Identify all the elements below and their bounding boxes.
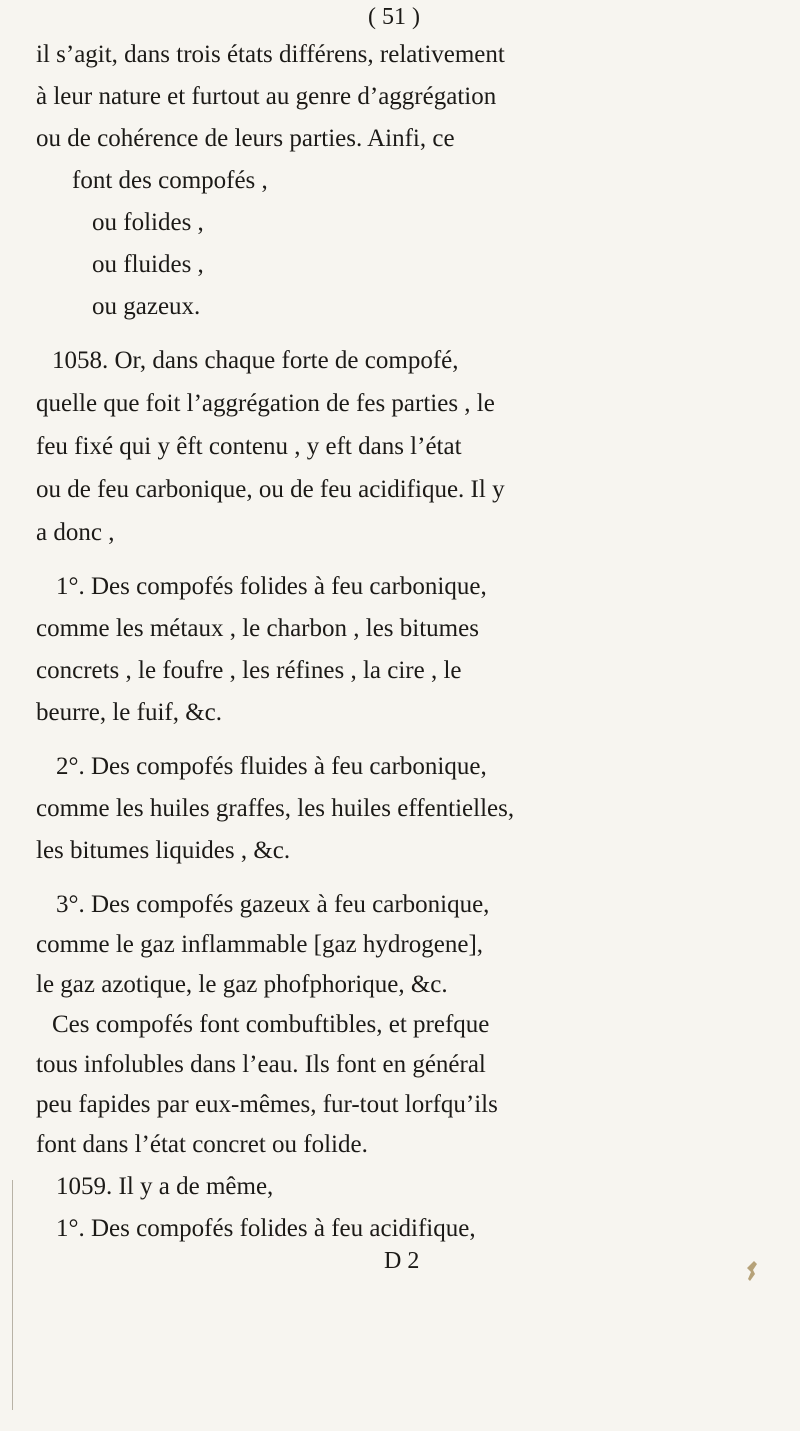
text-line: peu fapides par eux-mêmes, fur-tout lorfqu’ils — [36, 1091, 498, 1118]
list-item-1-acid: 1°. Des compofés folides à feu acidifique, — [56, 1215, 476, 1242]
text-line: concrets , le foufre , les réfines , la cire , le — [36, 657, 462, 684]
text-line: a donc , — [36, 519, 115, 546]
text-line: ou de cohérence de leurs parties. Ainfi, ce — [36, 125, 455, 152]
text-line: ou gazeux. — [92, 293, 201, 320]
ink-stain-icon — [745, 1260, 759, 1282]
page-edge-shadow — [12, 1180, 13, 1410]
text-line: quelle que foit l’aggrégation de fes parties , le — [36, 390, 495, 417]
text-line: comme les huiles graffes, les huiles effentielles, — [36, 795, 515, 822]
text-line: à leur nature et furtout au genre d’aggrégation — [36, 83, 497, 110]
list-item-3: 3°. Des compofés gazeux à feu carbonique, — [56, 891, 490, 918]
text-line: font dans l’état concret ou folide. — [36, 1131, 368, 1158]
text-line: Ces compofés font combuftibles, et prefque — [52, 1011, 490, 1038]
text-line: les bitumes liquides , &c. — [36, 837, 291, 864]
text-line: ou fluides , — [92, 251, 204, 278]
paragraph-1058-start: 1058. Or, dans chaque forte de compofé, — [52, 347, 459, 374]
text-line: le gaz azotique, le gaz phofphorique, &c. — [36, 971, 448, 998]
list-item-2: 2°. Des compofés fluides à feu carbonique, — [56, 753, 487, 780]
list-item-1: 1°. Des compofés folides à feu carbonique, — [56, 573, 487, 600]
text-line: comme le gaz inflammable [gaz hydrogene], — [36, 931, 484, 958]
page-header: ( 51 ) — [368, 4, 420, 30]
text-line: ou folides , — [92, 209, 204, 236]
text-line: comme les métaux , le charbon , les bitumes — [36, 615, 479, 642]
signature-mark: D 2 — [384, 1248, 420, 1274]
text-line: font des compofés , — [72, 167, 268, 194]
text-line: feu fixé qui y êft contenu , y eft dans l’état — [36, 433, 462, 460]
paragraph-1059-start: 1059. Il y a de même, — [56, 1173, 274, 1200]
text-line: ou de feu carbonique, ou de feu acidifique. Il y — [36, 476, 505, 503]
text-line: beurre, le fuif, &c. — [36, 699, 223, 726]
text-line: tous infolubles dans l’eau. Ils font en général — [36, 1051, 486, 1078]
text-line: il s’agit, dans trois états différens, relativement — [36, 41, 505, 68]
